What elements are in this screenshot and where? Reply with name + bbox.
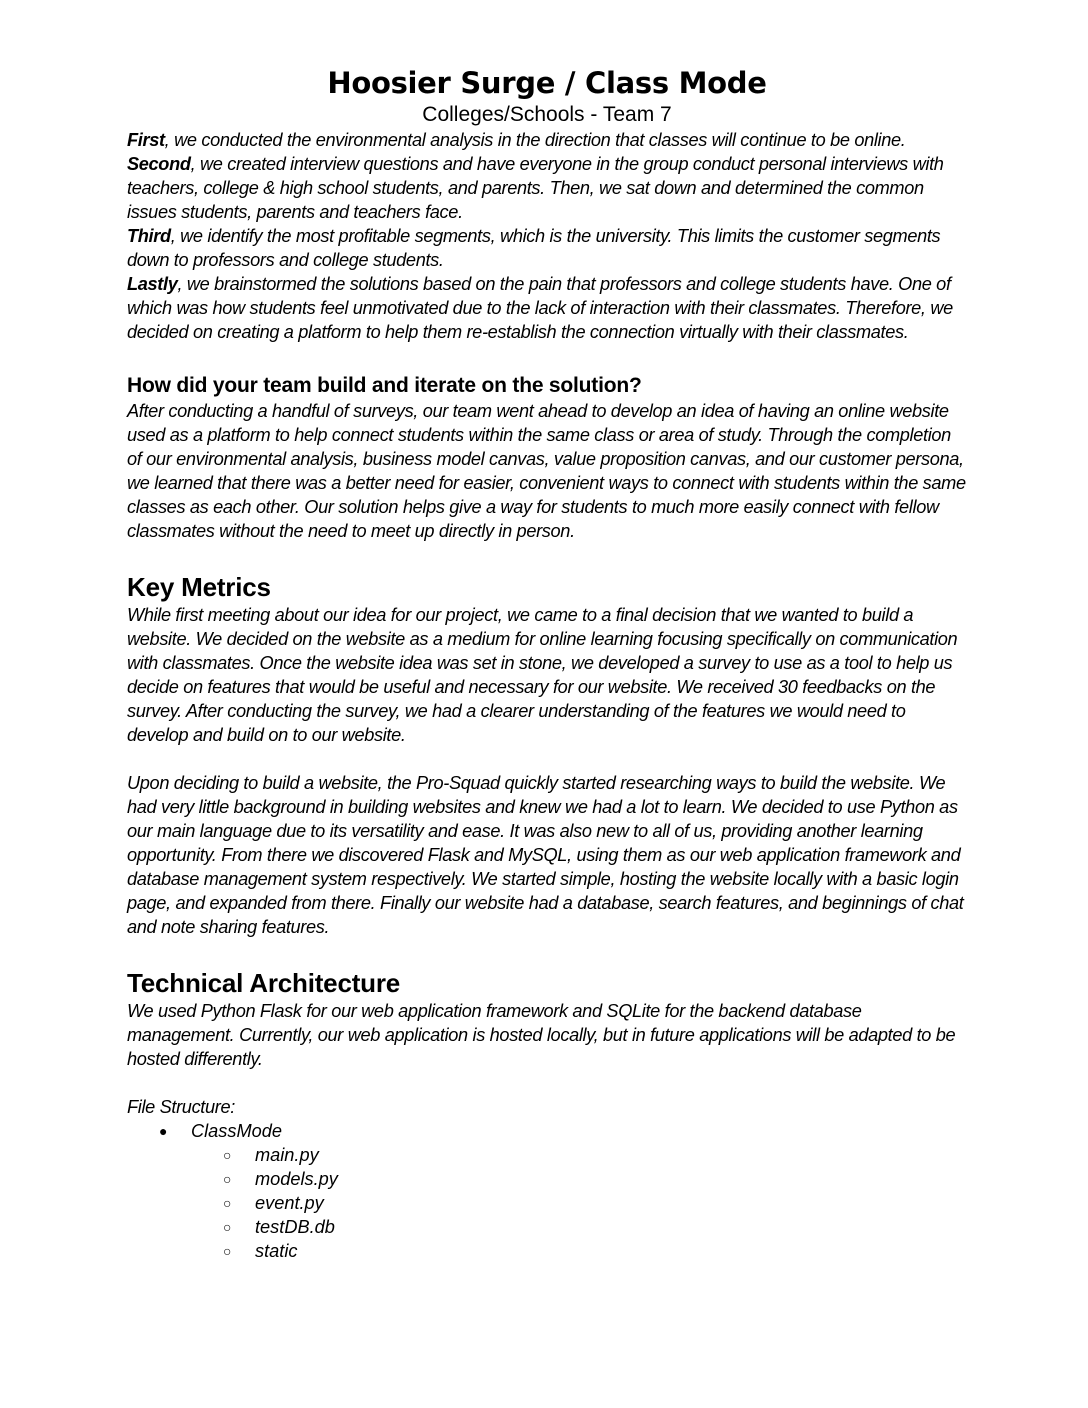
file-structure-list: [127, 1119, 967, 1263]
hollow-bullet-icon: ○: [223, 1195, 232, 1211]
build-iterate-section: [127, 373, 967, 543]
key-metrics-section: [127, 571, 967, 939]
build-iterate-heading: How did your team build and iterate on the solution?: [127, 374, 642, 397]
step-lead: Lastly: [127, 274, 178, 294]
step-lead: Second: [127, 154, 191, 174]
paragraph-spacer: [127, 747, 967, 771]
file-name: main.py: [255, 1145, 319, 1165]
file-tree-item: [127, 1215, 967, 1239]
intro-step-first: [127, 128, 967, 152]
technical-architecture-section: [127, 967, 967, 1263]
step-lead: Third: [127, 226, 171, 246]
file-tree-item: [127, 1143, 967, 1167]
document-subtitle: Colleges/Schools - Team 7: [422, 103, 672, 126]
step-text: , we created interview questions and have everyone in the group conduct personal interviews with teachers, college & high school students, and parents. Then, we sat down and determined the common issues students, parents and teachers face.: [127, 154, 944, 222]
document-title: Hoosier Surge / Class Mode: [327, 66, 767, 100]
hollow-bullet-icon: ○: [223, 1147, 232, 1163]
file-name: models.py: [255, 1169, 338, 1189]
folder-name: ClassMode: [191, 1121, 282, 1141]
paragraph-spacer: [127, 1071, 967, 1095]
file-name: event.py: [255, 1193, 324, 1213]
intro-step-lastly: [127, 272, 967, 344]
step-text: , we identify the most profitable segments, which is the university. This limits the customer segments down to professors and college students.: [127, 226, 941, 270]
file-tree-item: [127, 1191, 967, 1215]
file-tree-item: [127, 1167, 967, 1191]
step-text: , we brainstormed the solutions based on the pain that professors and college students have. One of which was how students feel unmotivated due to the lack of interaction with their classmates. Therefore, we decided on creating a platform to help them re-establish the connection virtually with their classmates.: [127, 274, 953, 342]
hollow-bullet-icon: ○: [223, 1219, 232, 1235]
hollow-bullet-icon: ○: [223, 1243, 232, 1259]
file-tree-item: [127, 1239, 967, 1263]
file-name: static: [255, 1241, 298, 1261]
build-iterate-body: After conducting a handful of surveys, our team went ahead to develop an idea of having an online website used as a platform to help connect students within the same class or area of study. Through the completion of our environmental analysis, business model canvas, value proposition canvas, and our customer persona, we learned that there was a better need for easier, convenient ways to connect with students within the same classes as each other. Our solution helps give a way for students to much more easily connect with fellow classmates without the need to meet up directly in person.: [127, 401, 966, 541]
key-metrics-heading: Key Metrics: [127, 572, 271, 602]
intro-step-third: [127, 224, 967, 272]
file-tree-root: [127, 1119, 967, 1143]
technical-architecture-heading: Technical Architecture: [127, 968, 401, 998]
key-metrics-paragraph: Upon deciding to build a website, the Pro-Squad quickly started researching ways to build the website. We had very little background in building websites and knew we had a lot to learn. We decided to use Python as our main language due to its versatility and ease. It was also new to all of us, providing another learning opportunity. From there we discovered Flask and MySQL, using them as our web application framework and database management system respectively. We started simple, hosting the website locally with a basic login page, and expanded from there. Finally our website had a database, search features, and beginnings of chat and note sharing features.: [127, 773, 964, 937]
step-text: , we conducted the environmental analysis in the direction that classes will continue to be online.: [164, 130, 906, 150]
step-lead: First: [127, 130, 165, 150]
key-metrics-paragraph: While first meeting about our idea for our project, we came to a final decision that we wanted to build a website. We decided on the website as a medium for online learning focusing specifically on communication with classmates. Once the website idea was set in stone, we developed a survey to use as a tool to help us decide on features that would be useful and necessary for our website. We received 30 feedbacks on the survey. After conducting the survey, we had a clearer understanding of the features we would need to develop and build on to our website.: [127, 605, 958, 745]
file-name: testDB.db: [255, 1217, 335, 1237]
document-page: [127, 64, 967, 1263]
technical-architecture-body: We used Python Flask for our web application framework and SQLite for the backend database management. Currently, our web application is hosted locally, but in future applications will be adapted to be hosted differently.: [127, 1001, 956, 1069]
hollow-bullet-icon: ○: [223, 1171, 232, 1187]
filled-bullet-icon: ●: [159, 1123, 168, 1139]
file-structure-label: File Structure:: [127, 1097, 235, 1117]
intro-steps: [127, 128, 967, 344]
intro-step-second: [127, 152, 967, 224]
